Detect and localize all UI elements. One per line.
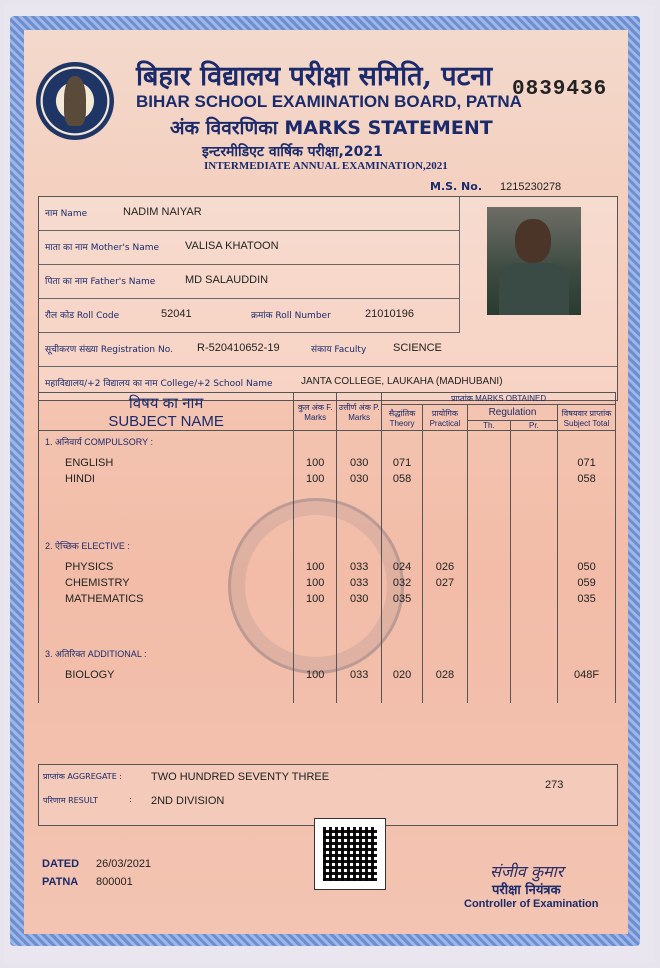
regulation-th [467, 561, 510, 577]
subject-name: BIOLOGY [39, 669, 294, 685]
full-marks: 100 [294, 561, 337, 577]
regulation-pr [510, 593, 557, 609]
section-row [39, 535, 616, 557]
board-seal-logo [36, 62, 114, 140]
regulation-pr [510, 473, 557, 489]
regulation-th [467, 473, 510, 489]
regulation-header: Regulation [467, 405, 557, 421]
pass-marks: 030 [337, 457, 382, 473]
roll-code: 52041 [161, 308, 192, 320]
spacer-row [39, 489, 616, 535]
full-marks: 100 [294, 669, 337, 685]
practical-marks [422, 473, 467, 489]
subject-header: विषय का नाम SUBJECT NAME [39, 393, 294, 431]
mother-name: VALISA KHATOON [185, 240, 279, 252]
marks-obtained-header: प्राप्तांक MARKS OBTAINED [382, 393, 616, 405]
dated-label: DATED [42, 858, 80, 870]
subject-name: ENGLISH [39, 457, 294, 473]
theory-marks: 058 [382, 473, 423, 489]
faculty-label: संकाय Faculty [311, 345, 367, 355]
dated-value: 26/03/2021 [96, 858, 152, 870]
aggregate-label: प्राप्तांक AGGREGATE : [43, 772, 122, 781]
name-row [39, 197, 460, 231]
regulation-th [467, 669, 510, 685]
registration-label: सूचीकरण संख्या Registration No. [45, 345, 173, 355]
table-row [39, 457, 616, 473]
full-marks: 100 [294, 473, 337, 489]
board-title-hindi: बिहार विद्यालय परीक्षा समिति, पटना [136, 61, 493, 92]
marks-table [38, 392, 616, 703]
board-title-english: BIHAR SCHOOL EXAMINATION BOARD, PATNA [136, 92, 522, 111]
registration-row [39, 333, 617, 367]
subject-name: CHEMISTRY [39, 577, 294, 593]
father-name: MD SALAUDDIN [185, 274, 269, 286]
registration-number: R-520410652-19 [197, 342, 280, 354]
subject-name: HINDI [39, 473, 294, 489]
practical-marks [422, 457, 467, 473]
subject-total: 071 [558, 457, 616, 473]
subject-total: 058 [558, 473, 616, 489]
spacer-row [39, 685, 616, 703]
roll-code-label: रौल कोड Roll Code [45, 311, 120, 321]
roll-number: 21010196 [365, 308, 414, 320]
pass-marks: 030 [337, 473, 382, 489]
student-info-panel [38, 196, 618, 401]
serial-number: 0839436 [512, 78, 608, 101]
subject-total-header: विषयवार प्राप्तांक Subject Total [558, 405, 616, 431]
theory-marks: 024 [382, 561, 423, 577]
place-label: PATNA [42, 876, 79, 888]
pass-marks: 033 [337, 669, 382, 685]
subject-total: 048F [558, 669, 616, 685]
controller-title-hindi: परीक्षा नियंत्रक [492, 883, 561, 898]
full-marks: 100 [294, 593, 337, 609]
regulation-th-header: Th. [467, 421, 510, 431]
theory-header: सैद्धांतिक Theory [382, 405, 423, 431]
mother-label: माता का नाम Mother's Name [45, 243, 160, 253]
theory-marks: 020 [382, 669, 423, 685]
pass-marks-header: उत्तीर्ण अंक P. Marks [337, 393, 382, 431]
aggregate-words: TWO HUNDRED SEVENTY THREE [151, 771, 330, 783]
college-label: महाविद्यालय/+2 विद्यालय का नाम College/+2 School Name [45, 379, 273, 389]
practical-marks: 027 [422, 577, 467, 593]
full-marks: 100 [294, 577, 337, 593]
controller-signature: संजीव कुमार [490, 862, 564, 881]
section-row [39, 431, 616, 454]
student-photo [487, 207, 581, 315]
regulation-pr [510, 457, 557, 473]
theory-marks: 035 [382, 593, 423, 609]
regulation-th [467, 593, 510, 609]
theory-marks: 032 [382, 577, 423, 593]
practical-marks [422, 593, 467, 609]
ms-number: M.S. No. 1215230278 [430, 180, 562, 193]
full-marks: 100 [294, 457, 337, 473]
regulation-th [467, 577, 510, 593]
table-row [39, 593, 616, 609]
spacer-row [39, 609, 616, 643]
pass-marks: 033 [337, 561, 382, 577]
section-label: 3. अतिरिक्त ADDITIONAL : [39, 643, 294, 665]
aggregate-panel [38, 764, 618, 826]
place-code: 800001 [96, 876, 133, 888]
name-label: नाम Name [45, 209, 88, 219]
exam-title-hindi: इन्टरमीडिएट वार्षिक परीक्षा,2021 [202, 144, 383, 160]
practical-marks: 028 [422, 669, 467, 685]
full-marks-header: कुल अंक F. Marks [294, 393, 337, 431]
regulation-pr [510, 561, 557, 577]
subject-name: PHYSICS [39, 561, 294, 577]
subject-total: 059 [558, 577, 616, 593]
pass-marks: 030 [337, 593, 382, 609]
controller-title-english: Controller of Examination [464, 898, 599, 910]
subject-total: 050 [558, 561, 616, 577]
result-value: 2ND DIVISION [151, 795, 225, 807]
result-label: परिणाम RESULT [43, 796, 98, 805]
table-row [39, 577, 616, 593]
father-label: पिता का नाम Father's Name [45, 277, 156, 287]
marksheet-page [4, 6, 654, 962]
section-row [39, 643, 616, 665]
subject-name: MATHEMATICS [39, 593, 294, 609]
result-colon: : [129, 795, 132, 804]
regulation-pr [510, 669, 557, 685]
student-name: NADIM NAIYAR [123, 206, 202, 218]
marks-table-body [39, 431, 616, 704]
regulation-pr-header: Pr. [510, 421, 557, 431]
marks-statement-title: अंक विवरणिका MARKS STATEMENT [170, 117, 493, 139]
practical-header: प्रायोगिक Practical [422, 405, 467, 431]
roll-number-label: क्रमांक Roll Number [251, 311, 331, 321]
father-row [39, 265, 460, 299]
mother-row [39, 231, 460, 265]
aggregate-value: 273 [545, 779, 564, 791]
qr-code [314, 818, 386, 890]
regulation-pr [510, 577, 557, 593]
section-label: 2. ऐच्छिक ELECTIVE : [39, 535, 294, 557]
marksheet-card [24, 30, 628, 934]
college-name: JANTA COLLEGE, LAUKAHA (MADHUBANI) [301, 376, 503, 387]
roll-row [39, 299, 460, 333]
faculty: SCIENCE [393, 342, 442, 354]
table-row [39, 473, 616, 489]
section-label: 1. अनिवार्य COMPULSORY : [39, 431, 294, 454]
table-row [39, 561, 616, 577]
practical-marks: 026 [422, 561, 467, 577]
exam-title-english: INTERMEDIATE ANNUAL EXAMINATION,2021 [204, 160, 448, 172]
regulation-th [467, 457, 510, 473]
subject-total: 035 [558, 593, 616, 609]
table-row [39, 669, 616, 685]
theory-marks: 071 [382, 457, 423, 473]
pass-marks: 033 [337, 577, 382, 593]
